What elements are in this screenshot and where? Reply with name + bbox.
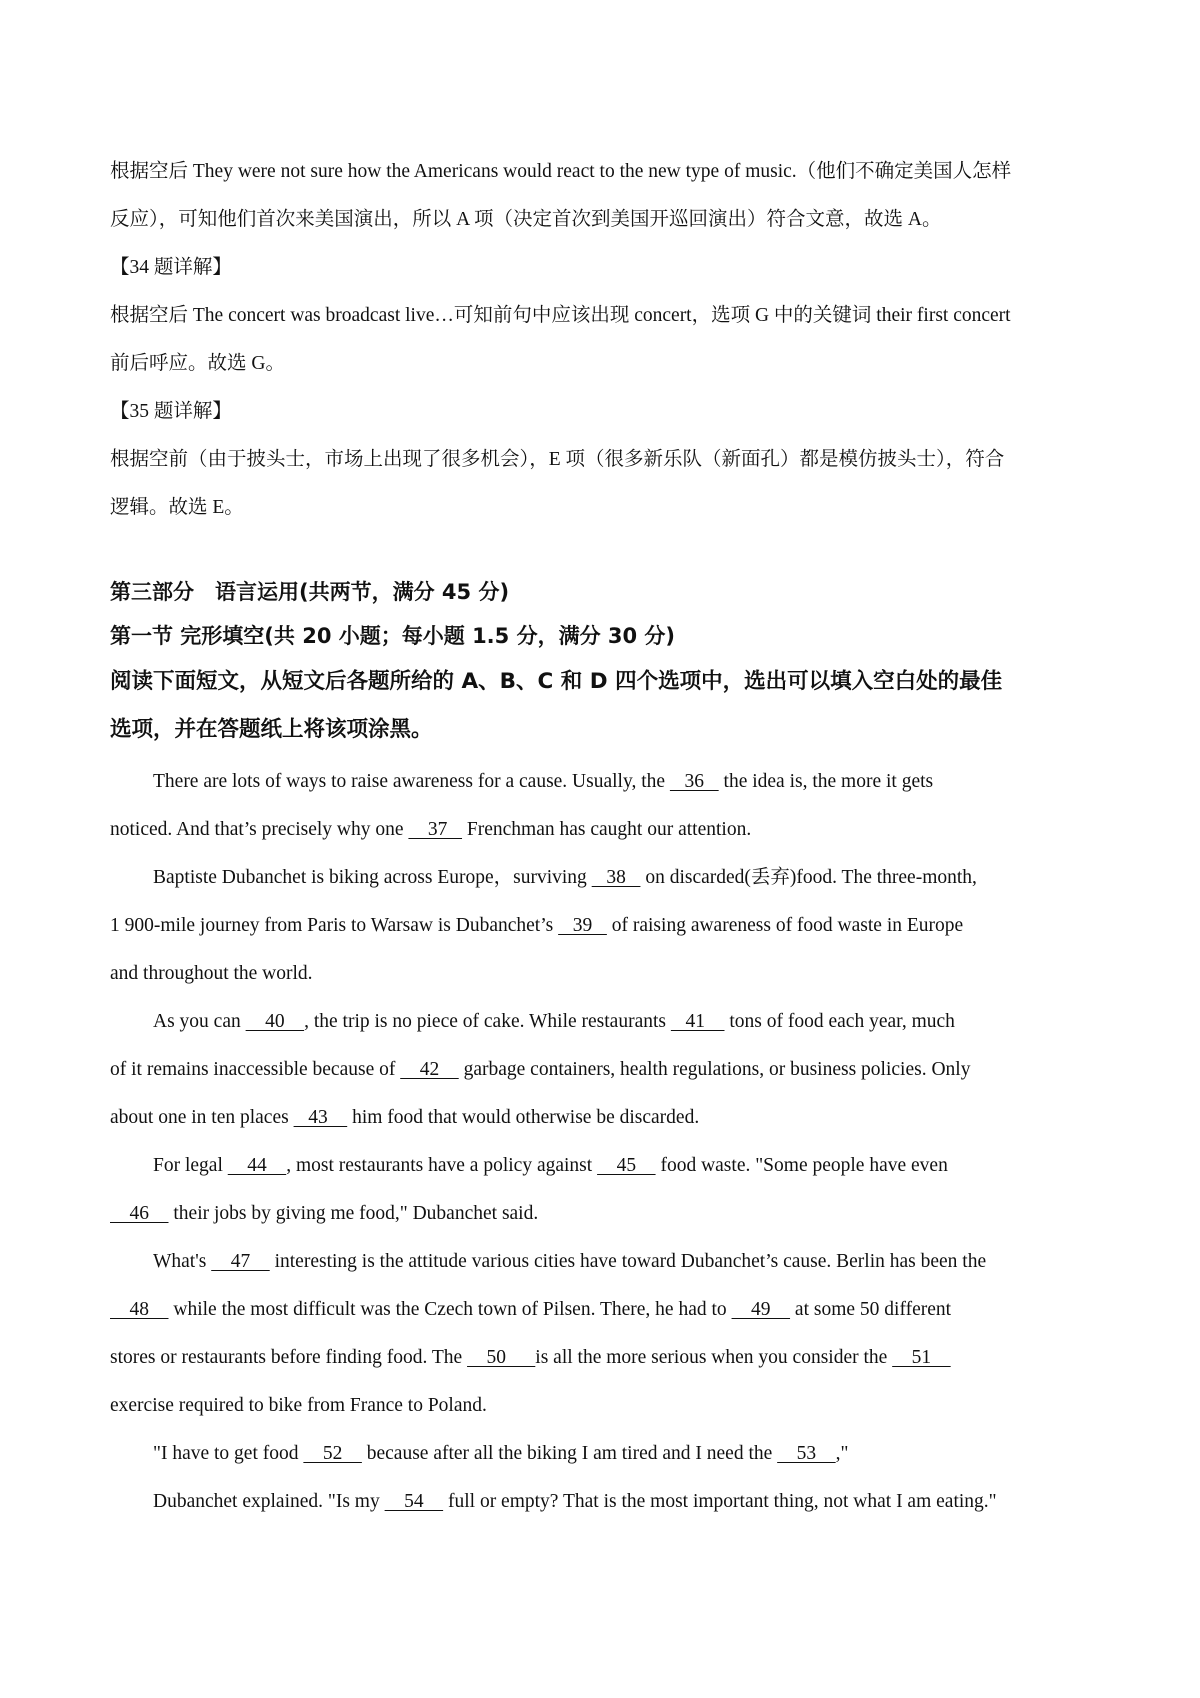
blank-45: 45 (597, 1155, 656, 1176)
passage-text: What's (153, 1251, 212, 1272)
passage-text: the idea is, the more it gets (718, 771, 934, 792)
passage-text: while the most difficult was the Czech town of Pilsen. There, he had to (168, 1299, 732, 1320)
blank-47: 47 (211, 1251, 270, 1272)
q34-explanation-line-1: 根据空后 The concert was broadcast live…可知前句中应该出现 concert，选项 G 中的关键词 their first concert (110, 305, 1011, 326)
passage-text: 1 900-mile journey from Paris to Warsaw is Dubanchet’s (110, 915, 559, 936)
q34-explanation-line-2: 前后呼应。故选 G。 (110, 353, 285, 374)
blank-50: 50 (467, 1347, 536, 1368)
passage-text: food waste. "Some people have even (655, 1155, 948, 1176)
blank-41: 41 (670, 1011, 725, 1032)
instruction-line-2: 选项，并在答题纸上将该项涂黑。 (110, 717, 433, 742)
passage-text: is all the more serious when you consider the (535, 1347, 893, 1368)
passage-line (110, 998, 1100, 1046)
q33-explanation-line-2: 反应），可知他们首次来美国演出，所以 A 项（决定首次到美国开巡回演出）符合文意，故选 A。 (110, 209, 942, 230)
passage-line (110, 1334, 1100, 1382)
passage-text: full or empty? That is the most important thing, not what I am eating." (443, 1491, 997, 1512)
passage-text: and throughout the world. (110, 963, 313, 984)
passage-text: As you can (153, 1011, 246, 1032)
q33-explanation-line-1: 根据空后 They were not sure how the Americans would react to the new type of music.（他们不确定美国人怎样 (110, 161, 1012, 182)
blank-44: 44 (227, 1155, 287, 1176)
blank-49: 49 (731, 1299, 791, 1320)
passage-line (110, 1238, 1100, 1286)
passage-text: , most restaurants have a policy against (286, 1155, 598, 1176)
passage-line (110, 806, 1100, 854)
passage-text: about one in ten places (110, 1107, 294, 1128)
passage-line (110, 950, 1100, 998)
blank-36: 36 (669, 771, 719, 792)
blank-37: 37 (408, 819, 463, 840)
passage-text: exercise required to bike from France to Poland. (110, 1395, 487, 1416)
passage-text: noticed. And that’s precisely why one (110, 819, 409, 840)
blank-52: 52 (303, 1443, 362, 1464)
passage-text: at some 50 different (790, 1299, 952, 1320)
blank-43: 43 (293, 1107, 348, 1128)
passage-text: ," (835, 1443, 849, 1464)
blank-39: 39 (558, 915, 607, 936)
blank-51: 51 (892, 1347, 951, 1368)
blank-42: 42 (400, 1059, 459, 1080)
passage-text: of it remains inaccessible because of (110, 1059, 401, 1080)
blank-46: 46 (110, 1203, 169, 1224)
part-title: 第三部分 语言运用(共两节，满分 45 分) (110, 580, 510, 604)
passage-line (110, 1046, 1100, 1094)
passage-line (110, 758, 1100, 806)
blank-38: 38 (591, 867, 641, 888)
passage-text: , the trip is no piece of cake. While restaurants (304, 1011, 671, 1032)
passage-text: him food that would otherwise be discarded. (347, 1107, 700, 1128)
q34-title: 【34 题详解】 (110, 257, 232, 278)
passage-line (110, 1430, 1100, 1478)
passage-text: "I have to get food (153, 1443, 304, 1464)
passage-text: Dubanchet explained. "Is my (153, 1491, 385, 1512)
passage-line (110, 1094, 1100, 1142)
passage-line (110, 854, 1100, 902)
passage-line (110, 1190, 1100, 1238)
passage-text: because after all the biking I am tired and I need the (361, 1443, 778, 1464)
passage-text: on discarded(丢弃)food. The three-month, (640, 867, 977, 888)
passage-line (110, 1142, 1100, 1190)
passage-text: Frenchman has caught our attention. (462, 819, 752, 840)
passage-text: For legal (153, 1155, 228, 1176)
passage-line (110, 1478, 1100, 1526)
blank-48: 48 (110, 1299, 169, 1320)
instruction-line-1: 阅读下面短文，从短文后各题所给的 A、B、C 和 D 四个选项中，选出可以填入空白处的最佳 (110, 669, 1003, 694)
passage-line (110, 1382, 1100, 1430)
page-content (110, 148, 1100, 1526)
passage-text: stores or restaurants before finding food. The (110, 1347, 468, 1368)
blank-53: 53 (777, 1443, 836, 1464)
passage-text: Baptiste Dubanchet is biking across Europe，surviving (153, 867, 592, 888)
q35-title: 【35 题详解】 (110, 401, 232, 422)
passage-text: There are lots of ways to raise awareness for a cause. Usually, the (153, 771, 670, 792)
q35-explanation-line-1: 根据空前（由于披头士，市场上出现了很多机会），E 项（很多新乐队（新面孔）都是模仿披头士），符合 (110, 449, 1005, 470)
passage-text: of raising awareness of food waste in Europe (606, 915, 964, 936)
passage-text: garbage containers, health regulations, or business policies. Only (458, 1059, 971, 1080)
passage-text: interesting is the attitude various cities have toward Dubanchet’s cause. Berlin has been the (269, 1251, 987, 1272)
q35-explanation-line-2: 逻辑。故选 E。 (110, 497, 244, 518)
subsection-title: 第一节 完形填空(共 20 小题；每小题 1.5 分，满分 30 分) (110, 624, 676, 648)
blank-40: 40 (245, 1011, 305, 1032)
passage-text: their jobs by giving me food," Dubanchet said. (168, 1203, 539, 1224)
blank-54: 54 (384, 1491, 444, 1512)
passage-line (110, 1286, 1100, 1334)
section-spacer (110, 532, 1100, 570)
passage-line (110, 902, 1100, 950)
passage-text: tons of food each year, much (724, 1011, 955, 1032)
